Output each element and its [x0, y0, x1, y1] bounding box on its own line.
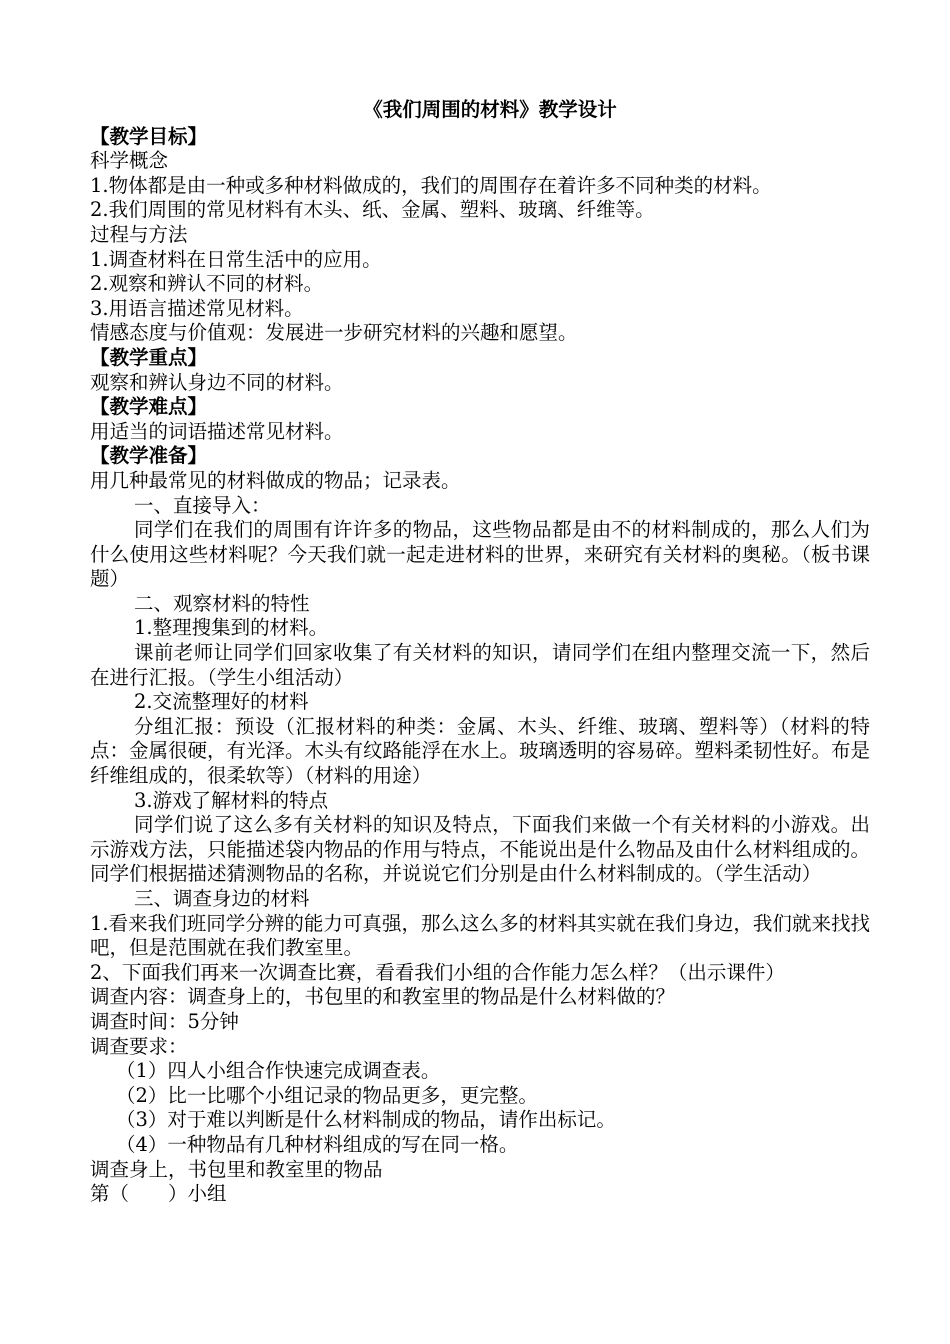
part2-step2-paragraph: 分组汇报：预设（汇报材料的种类：金属、木头、纤维、玻璃、塑料等）（材料的特点：金属很硬，有光泽。木头有纹路能浮在水上。玻璃透明的容易碎。塑料柔韧性好。布是纤维组成的，很柔软等）（材料的用途）	[90, 714, 871, 788]
part2-step3-paragraph: 同学们说了这么多有关材料的知识及特点，下面我们来做一个有关材料的小游戏。出示游戏方法，只能描述袋内物品的作用与特点，不能说出是什么物品及由什么材料组成的。同学们根据描述猜测物品的名称，并说说它们分别是由什么材料制成的。（学生活动）	[90, 813, 871, 886]
attitude-text: 情感态度与价值观：发展进一步研究材料的兴趣和愿望。	[90, 321, 578, 345]
concept-item-2: 2.我们周围的常见材料有木头、纸、金属、塑料、玻璃、纤维等。	[90, 198, 655, 222]
preparation-heading: 【教学准备】	[90, 444, 208, 468]
part2-step1: 1.整理搜集到的材料。	[134, 616, 329, 640]
part2-step3: 3.游戏了解材料的特点	[134, 788, 329, 812]
concept-heading: 科学概念	[90, 149, 169, 173]
key-points-heading: 【教学重点】	[90, 345, 208, 369]
part3-heading: 三、调查身边的材料	[134, 887, 310, 910]
part2-step1-paragraph: 课前老师让同学们回家收集了有关材料的知识，请同学们在组内整理交流一下，然后在进行汇报。（学生小组活动）	[90, 641, 870, 689]
survey-time: 调查时间：5分钟	[90, 1009, 239, 1033]
part3-item-2: 2、下面我们再来一次调查比赛，看看我们小组的合作能力怎么样？（出示课件）	[90, 960, 785, 984]
difficult-points-text: 用适当的词语描述常见材料。	[90, 419, 344, 443]
preparation-text: 用几种最常见的材料做成的物品；记录表。	[90, 468, 461, 492]
requirement-4: （4）一种物品有几种材料组成的写在同一格。	[116, 1132, 519, 1156]
requirement-2: （2）比一比哪个小组记录的物品更多，更完整。	[116, 1083, 538, 1107]
survey-requirements-heading: 调查要求：	[90, 1034, 188, 1058]
document-page	[90, 98, 870, 1207]
requirement-3: （3）对于难以判断是什么材料制成的物品，请作出标记。	[116, 1108, 616, 1132]
process-heading: 过程与方法	[90, 222, 188, 246]
process-item-2: 2.观察和辨认不同的材料。	[90, 272, 324, 296]
survey-content: 调查内容：调查身上的，书包里的和教室里的物品是什么材料做的？	[90, 985, 676, 1009]
part3-item-1: 1.看来我们班同学分辨的能力可真强，那么这么多的材料其实就在我们身边，我们就来找找吧，但是范围就在我们教室里。	[90, 911, 870, 960]
part1-heading: 一、直接导入：	[134, 493, 271, 517]
difficult-points-heading: 【教学难点】	[90, 395, 208, 419]
concept-item-1: 1.物体都是由一种或多种材料做成的，我们的周围存在着许多不同种类的材料。	[90, 173, 772, 197]
process-item-1: 1.调查材料在日常生活中的应用。	[90, 247, 382, 271]
part2-step2: 2.交流整理好的材料	[134, 690, 309, 714]
part1-paragraph: 同学们在我们的周围有许许多的物品，这些物品都是由不的材料制成的，那么人们为什么使用这些材料呢？今天我们就一起走进材料的世界，来研究有关材料的奥秘。（板书课题）	[90, 518, 870, 591]
part2-heading: 二、观察材料的特性	[134, 591, 310, 615]
document-title: 《我们周围的材料》教学设计	[363, 98, 617, 121]
group-label: 第（ ）小组	[90, 1182, 227, 1206]
requirement-1: （1）四人小组合作快速完成调查表。	[116, 1059, 441, 1083]
process-item-3: 3.用语言描述常见材料。	[90, 296, 304, 320]
survey-table-title: 调查身上，书包里和教室里的物品	[90, 1157, 383, 1181]
key-points-text: 观察和辨认身边不同的材料。	[90, 370, 344, 394]
goals-heading: 【教学目标】	[90, 124, 208, 148]
